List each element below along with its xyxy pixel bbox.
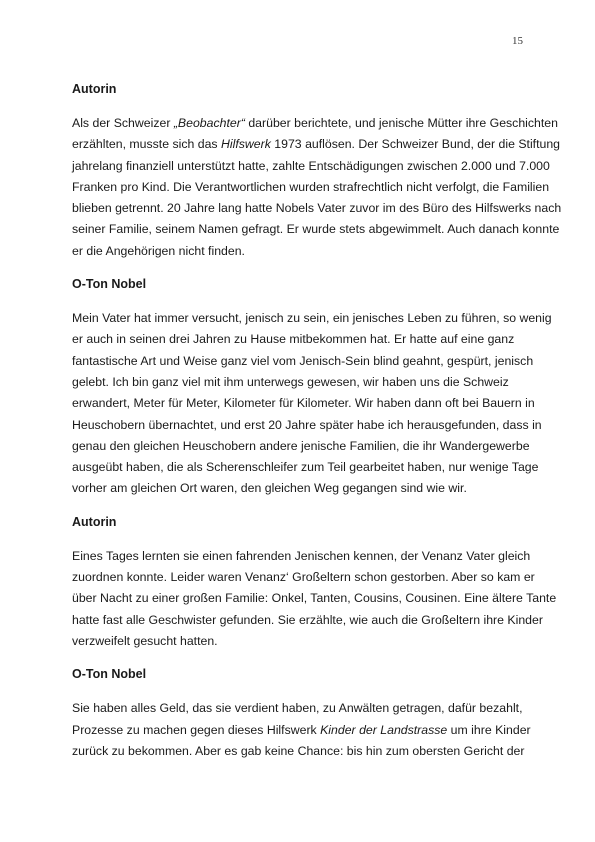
text-line: hatte fast alle Geschwister gefunden. Sie erzählte, wie auch die Großeltern ihre Kinder: [72, 612, 543, 627]
page-number: 15: [512, 35, 523, 47]
text-line: Mein Vater hat immer versucht, jenisch zu sein, ein jenisches Leben zu führen, so wenig: [72, 311, 552, 326]
section-heading: Autorin: [72, 514, 117, 529]
text-line: Franken pro Kind. Die Verantwortlichen wurden strafrechtlich nicht verfolgt, die Familien: [72, 179, 550, 194]
section-heading: O-Ton Nobel: [72, 667, 147, 682]
section-heading: O-Ton Nobel: [72, 277, 147, 292]
text-line: gelebt. Ich bin ganz viel mit ihm unterwegs gewesen, wir haben uns die Schweiz: [72, 374, 509, 389]
text-line: fantastische Art und Weise ganz viel vom Jenisch-Sein blind geahnt, gespürt, jenisch: [72, 353, 534, 368]
text-line: seiner Familie, seinem Namen gefragt. Er wurde stets abgewimmelt. Auch danach konnte: [72, 222, 560, 237]
text-line: zuordnen konnte. Leider waren Venanz‘ Großeltern schon gestorben. Aber so kam er: [72, 570, 535, 585]
text-line: verzweifelt gesucht hatten.: [72, 633, 218, 648]
italic-text: „Beobachter“: [173, 116, 245, 130]
text-line: erzählten, musste sich das Hilfswerk 1973 auflösen. Der Schweizer Bund, der die Stiftung: [72, 137, 561, 152]
text-line: Heuschobern übernachtet, und erst 20 Jahre später habe ich herausgefunden, dass in: [72, 417, 542, 432]
section-paragraph: [72, 113, 562, 262]
section-heading: Autorin: [72, 82, 117, 96]
italic-text: Hilfswerk: [221, 137, 271, 152]
text-line: zurück zu bekommen. Aber es gab keine Chance: bis hin zum obersten Gericht der: [72, 743, 525, 758]
text-line: jahrelang finanziell unterstützt hatte, zahlte Entschädigungen zwischen 2.000 und 7.000: [72, 158, 550, 173]
text-line: er die Angehörigen nicht finden.: [72, 243, 245, 258]
text-line: er auch in seinen drei Jahren zu Hause mitbekommen hat. Er hatte auf eine ganz: [72, 332, 515, 347]
italic-text: Kinder der Landstrasse: [320, 722, 448, 737]
text-line: blieben getrennt. 20 Jahre lang hatte Nobels Vater zuvor im des Büro des Hilfswerks nach: [72, 201, 562, 216]
text-line: ausgeübt haben, die als Scherenschleifer zum Teil gearbeitet haben, nur wenige Tage: [72, 460, 539, 475]
text-line: Als der Schweizer „Beobachter“ darüber berichtete, und jenische Mütter ihre Geschichten: [72, 116, 558, 130]
text-line: Eines Tages lernten sie einen fahrenden Jenischen kennen, der Venanz Vater gleich: [72, 548, 531, 563]
text-line: Sie haben alles Geld, das sie verdient haben, zu Anwälten getragen, dafür bezahlt,: [72, 701, 523, 716]
section-paragraph: [72, 698, 562, 762]
text-line: über Nacht zu einer großen Familie: Onkel, Tanten, Cousins, Cousinen. Eine ältere Tante: [72, 591, 557, 606]
text-line: genau den gleichen Heuschobern andere jenische Familien, die ihr Wandergewerbe: [72, 438, 530, 453]
section-paragraph: [72, 546, 562, 652]
text-line: vorher am gleichen Ort waren, den gleichen Weg gegangen sind wie wir.: [72, 481, 467, 496]
text-line: Prozesse zu machen gegen dieses Hilfswerk Kinder der Landstrasse um ihre Kinder: [72, 722, 531, 737]
text-line: erwandert, Meter für Meter, Kilometer für Kilometer. Wir haben dann oft bei Bauern in: [72, 396, 535, 411]
section-paragraph: [72, 308, 562, 500]
document-body: [72, 80, 562, 775]
